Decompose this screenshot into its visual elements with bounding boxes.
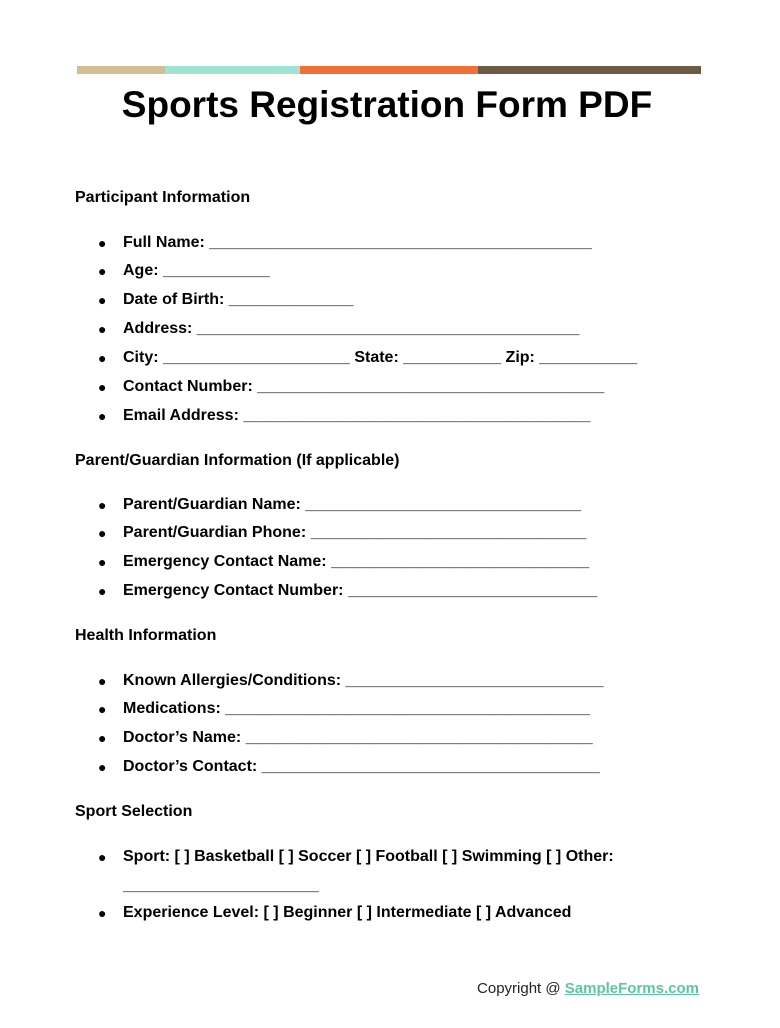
bullet-icon: ● — [98, 673, 107, 689]
bullet-icon: ● — [98, 497, 107, 513]
field-label: Emergency Contact Number: ____________________________ — [123, 582, 598, 599]
bullet-icon: ● — [98, 408, 107, 424]
section-heading-health: Health Information — [75, 627, 217, 644]
field-label: Emergency Contact Name: _____________________________ — [123, 553, 590, 570]
field-label: Doctor’s Contact: ______________________________________ — [123, 758, 600, 775]
field-allergies-conditions[interactable] — [98, 671, 604, 691]
field-label: Experience Level: [ ] Beginner [ ] Intermediate [ ] Advanced — [123, 904, 572, 921]
bullet-icon: ● — [98, 583, 107, 599]
field-label: Sport: [ ] Basketball [ ] Soccer [ ] Football [ ] Swimming [ ] Other: — [123, 848, 614, 865]
field-emergency-contact-number[interactable] — [98, 581, 598, 601]
copyright-footer — [477, 979, 699, 999]
field-label: Doctor’s Name: _______________________________________ — [123, 729, 593, 746]
field-medications[interactable] — [98, 699, 591, 719]
field-full-name[interactable] — [98, 233, 592, 253]
field-guardian-name[interactable] — [98, 495, 582, 515]
bullet-icon: ● — [98, 379, 107, 395]
color-segment-orange — [300, 66, 478, 74]
field-label: Address: ___________________________________________ — [123, 320, 580, 337]
field-other-blank[interactable]: ______________________ — [123, 877, 319, 894]
field-city-state-zip[interactable] — [98, 348, 638, 368]
page-title: Sports Registration Form PDF — [121, 84, 653, 125]
field-label: City: _____________________ State: ___________ Zip: ___________ — [123, 349, 638, 366]
color-segment-tan — [77, 66, 165, 74]
field-label: Parent/Guardian Name: _______________________________ — [123, 496, 582, 513]
bullet-icon: ● — [98, 730, 107, 746]
field-address[interactable] — [98, 319, 580, 339]
field-doctor-name[interactable] — [98, 728, 593, 748]
bullet-icon: ● — [98, 554, 107, 570]
color-segment-teal — [165, 66, 300, 74]
bullet-icon: ● — [98, 321, 107, 337]
field-contact-number[interactable] — [98, 377, 605, 397]
field-label: Known Allergies/Conditions: _____________________________ — [123, 672, 604, 689]
section-heading-participant: Participant Information — [75, 189, 251, 206]
field-label: Age: ____________ — [123, 262, 270, 279]
field-label: Date of Birth: ______________ — [123, 291, 354, 308]
bullet-icon: ● — [98, 235, 107, 251]
section-heading-sport: Sport Selection — [75, 803, 193, 820]
section-heading-guardian: Parent/Guardian Information (If applicable) — [75, 452, 400, 469]
bullet-icon: ● — [98, 759, 107, 775]
field-age[interactable] — [98, 261, 270, 281]
field-label: Medications: _________________________________________ — [123, 700, 591, 717]
bullet-icon: ● — [98, 701, 107, 717]
bullet-icon: ● — [98, 905, 107, 921]
bullet-icon: ● — [98, 292, 107, 308]
copyright-text: Copyright @ — [477, 980, 565, 997]
bullet-icon: ● — [98, 263, 107, 279]
field-doctor-contact[interactable] — [98, 757, 600, 777]
field-experience-level[interactable] — [98, 903, 572, 923]
header-color-bar — [77, 66, 701, 74]
field-label: Parent/Guardian Phone: _______________________________ — [123, 524, 587, 541]
bullet-icon: ● — [98, 525, 107, 541]
field-sport-choice[interactable] — [98, 847, 614, 896]
sampleforms-link[interactable]: SampleForms.com — [564, 980, 699, 997]
field-label: Email Address: _______________________________________ — [123, 407, 591, 424]
field-label: Full Name: ___________________________________________ — [123, 234, 592, 251]
field-label: Contact Number: _______________________________________ — [123, 378, 605, 395]
field-date-of-birth[interactable] — [98, 290, 354, 310]
bullet-icon: ● — [98, 350, 107, 366]
field-guardian-phone[interactable] — [98, 523, 587, 543]
field-emergency-contact-name[interactable] — [98, 552, 590, 572]
color-segment-brown — [478, 66, 701, 74]
bullet-icon: ● — [98, 849, 107, 865]
field-email-address[interactable] — [98, 406, 591, 426]
